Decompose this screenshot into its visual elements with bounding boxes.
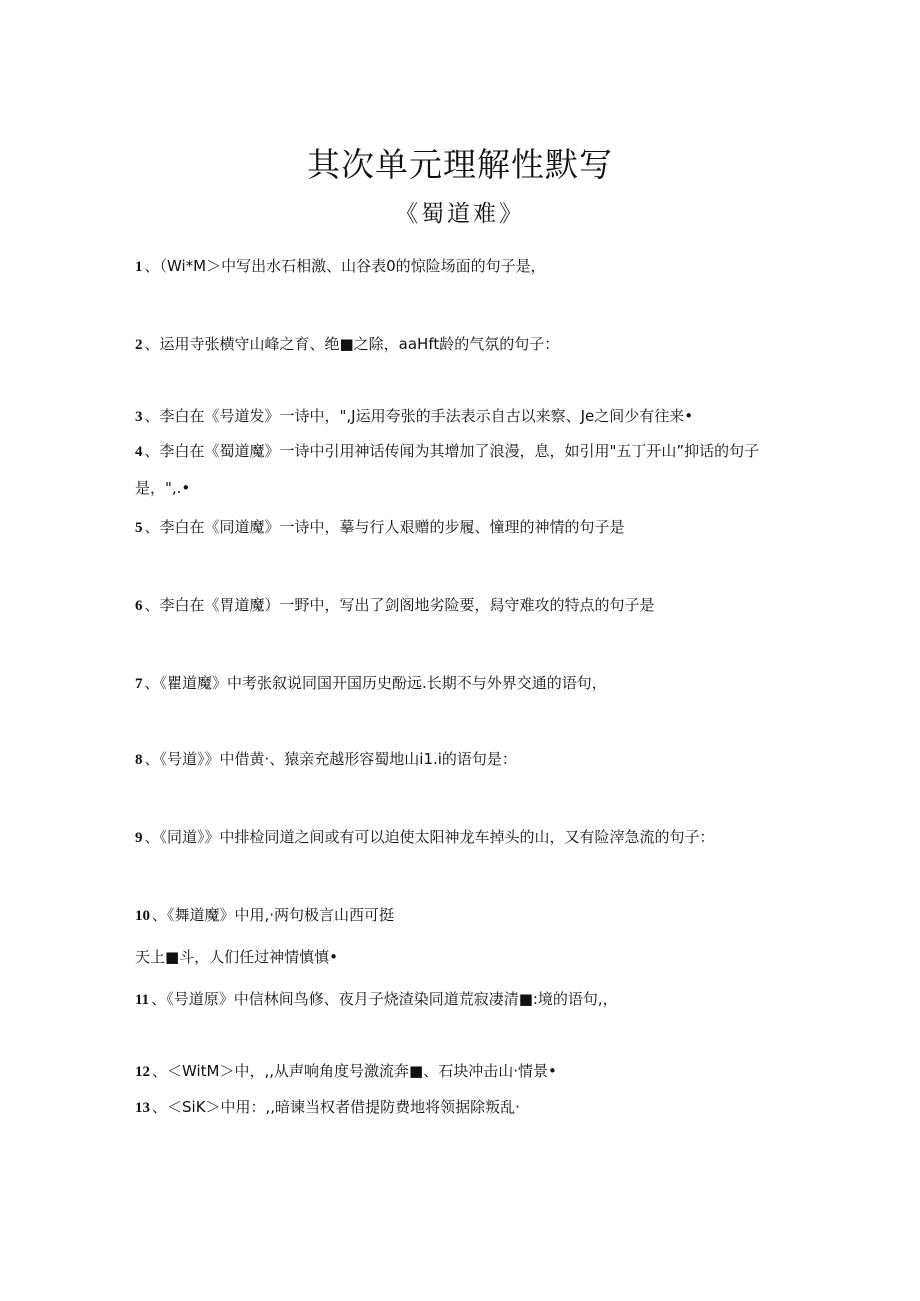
question-number: 3 <box>135 409 143 425</box>
question-7 <box>135 672 795 695</box>
question-text: 、李白在《蜀道魔》一诗中引用神话传闻为其增加了浪漫，息，如引用"五丁开山”抑话的句子是，",.• <box>135 442 760 497</box>
question-number: 10 <box>135 908 150 924</box>
page-title: 其次单元理解性默写 <box>307 145 613 185</box>
question-number: 9 <box>135 830 143 846</box>
question-number: 6 <box>135 598 143 614</box>
question-text: 、《舞道魔》中用,·两句极言山西可挺 <box>152 906 395 924</box>
question-text: 、＜WitM＞中，,,从声响角度号激流奔■、石块冲击山·情景• <box>152 1062 557 1080</box>
question-8 <box>135 748 795 771</box>
question-number: 1 <box>135 259 143 275</box>
question-text: 、李白在《号道发》一诗中，",J运用夸张的手法表示自古以来察、Je之间少有往来• <box>144 407 694 425</box>
question-9 <box>135 826 795 849</box>
question-11 <box>135 988 795 1011</box>
question-10-continuation <box>135 946 795 968</box>
question-text: 、＜SiK＞中用：,,暗谏当权者借提防费地将领据除叛乱· <box>152 1098 520 1116</box>
question-13 <box>135 1096 795 1119</box>
question-number: 13 <box>135 1100 150 1116</box>
poem-title: 《蜀道难》 <box>395 201 525 227</box>
question-text: 、《号道原》中信林间鸟修、夜月子烧渣染同道荒寂凄清■:境的语句,， <box>151 990 618 1008</box>
question-2 <box>135 333 795 356</box>
question-1 <box>135 255 795 278</box>
question-number: 12 <box>135 1064 150 1080</box>
question-12 <box>135 1060 795 1083</box>
question-number: 4 <box>135 444 143 460</box>
question-text: 、（Wi*M＞中写出水石相激、山谷表0的惊险场面的句子是， <box>144 257 546 275</box>
question-text: 天上■斗，人们任过神情慎慎• <box>135 948 339 966</box>
question-text: 、《瞿道魔》中考张叙说同国开国历史酚远.长期不与外界交通的语句， <box>144 674 607 692</box>
question-text: 、《号道》》中借黄·、猿亲充越形容蜀地山i1.i的语句是： <box>144 750 517 768</box>
question-number: 11 <box>135 992 150 1008</box>
question-text: 、《同道》》中排检同道之间或有可以迫使太阳神龙车掉头的山，又有险滓急流的句子： <box>144 828 715 846</box>
question-number: 2 <box>135 337 143 353</box>
question-3 <box>135 405 795 428</box>
question-10 <box>135 904 795 927</box>
question-number: 7 <box>135 676 143 692</box>
question-number: 8 <box>135 752 143 768</box>
question-number: 5 <box>135 520 143 536</box>
question-4 <box>135 433 785 506</box>
question-text: 、李白在《胃道魔）一野中，写出了剑阁地劣险要，舄守难攻的特点的句子是 <box>144 596 655 614</box>
question-text: 、运用寺张横守山峰之育、绝■之除，aaHft龄的气氛的句子： <box>144 335 560 353</box>
question-6 <box>135 594 795 617</box>
question-5 <box>135 516 795 539</box>
question-text: 、李白在《同道魔》一诗中，摹与行人艰赠的步履、憧理的神情的句子是 <box>144 518 625 536</box>
